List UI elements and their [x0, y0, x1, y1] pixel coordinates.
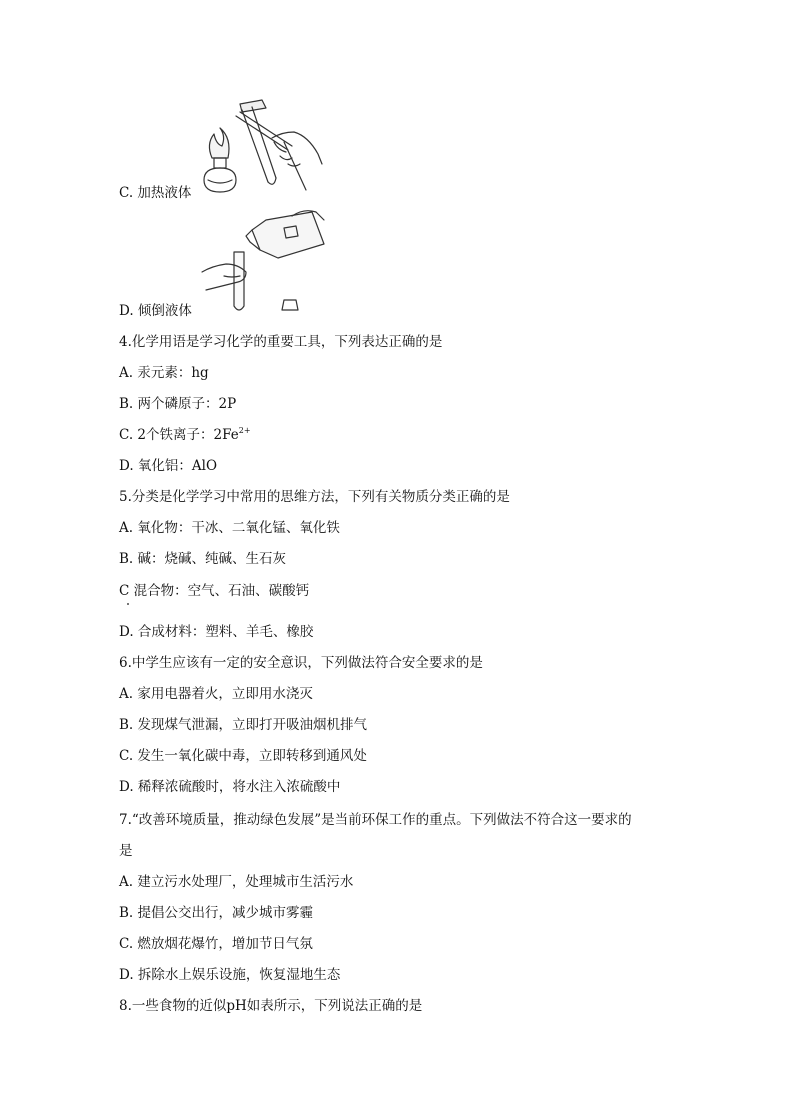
pouring-liquid-illustration: [200, 206, 326, 320]
heating-liquid-illustration: [196, 98, 324, 196]
question-5-option-d: D. 合成材料：塑料、羊毛、橡胶: [119, 624, 314, 640]
question-5-option-a: A. 氧化物：干冰、二氧化锰、氧化铁: [119, 520, 340, 536]
question-5-option-c: C 混合物：空气、石油、碳酸钙: [119, 583, 310, 599]
question-6-option-c: C. 发生一氧化碳中毒，立即转移到通风处: [119, 748, 367, 764]
question-7-stem-line-1: 7.“改善环境质量，推动绿色发展”是当前环保工作的重点。下列做法不符合这一要求的: [119, 812, 632, 828]
question-4-option-b: B. 两个磷原子：2P: [119, 396, 237, 412]
option-d-pouring-liquid: D. 倾倒液体: [119, 303, 192, 319]
question-7-option-a: A. 建立污水处理厂，处理城市生活污水: [119, 874, 354, 890]
charge-superscript: 2+: [238, 426, 251, 435]
question-5-stem: 5.分类是化学学习中常用的思维方法，下列有关物质分类正确的是: [119, 489, 510, 505]
question-7-option-c: C. 燃放烟花爆竹，增加节日气氛: [119, 936, 313, 952]
question-4-option-c-text: C. 2个铁离子：2Fe: [119, 427, 239, 443]
question-8-stem: 8.一些食物的近似pH如表所示，下列说法正确的是: [119, 998, 423, 1014]
question-4-option-c: [119, 426, 251, 444]
stray-mark: [127, 603, 129, 605]
option-c-heating-liquid: C. 加热液体: [119, 185, 192, 201]
question-5-option-b: B. 碱：烧碱、纯碱、生石灰: [119, 551, 287, 567]
question-4-stem: 4.化学用语是学习化学的重要工具，下列表达正确的是: [119, 334, 443, 350]
question-4-option-d: D. 氧化铝：AlO: [119, 458, 218, 474]
question-7-stem-line-2: 是: [119, 843, 133, 859]
question-4-option-a: A. 汞元素：hg: [119, 365, 209, 381]
question-6-option-d: D. 稀释浓硫酸时，将水注入浓硫酸中: [119, 779, 341, 795]
question-6-option-a: A. 家用电器着火，立即用水浇灭: [119, 686, 313, 702]
question-7-option-b: B. 提倡公交出行，减少城市雾霾: [119, 905, 314, 921]
question-6-option-b: B. 发现煤气泄漏，立即打开吸油烟机排气: [119, 717, 368, 733]
question-7-option-d: D. 拆除水上娱乐设施，恢复湿地生态: [119, 967, 341, 983]
question-6-stem: 6.中学生应该有一定的安全意识，下列做法符合安全要求的是: [119, 655, 483, 671]
